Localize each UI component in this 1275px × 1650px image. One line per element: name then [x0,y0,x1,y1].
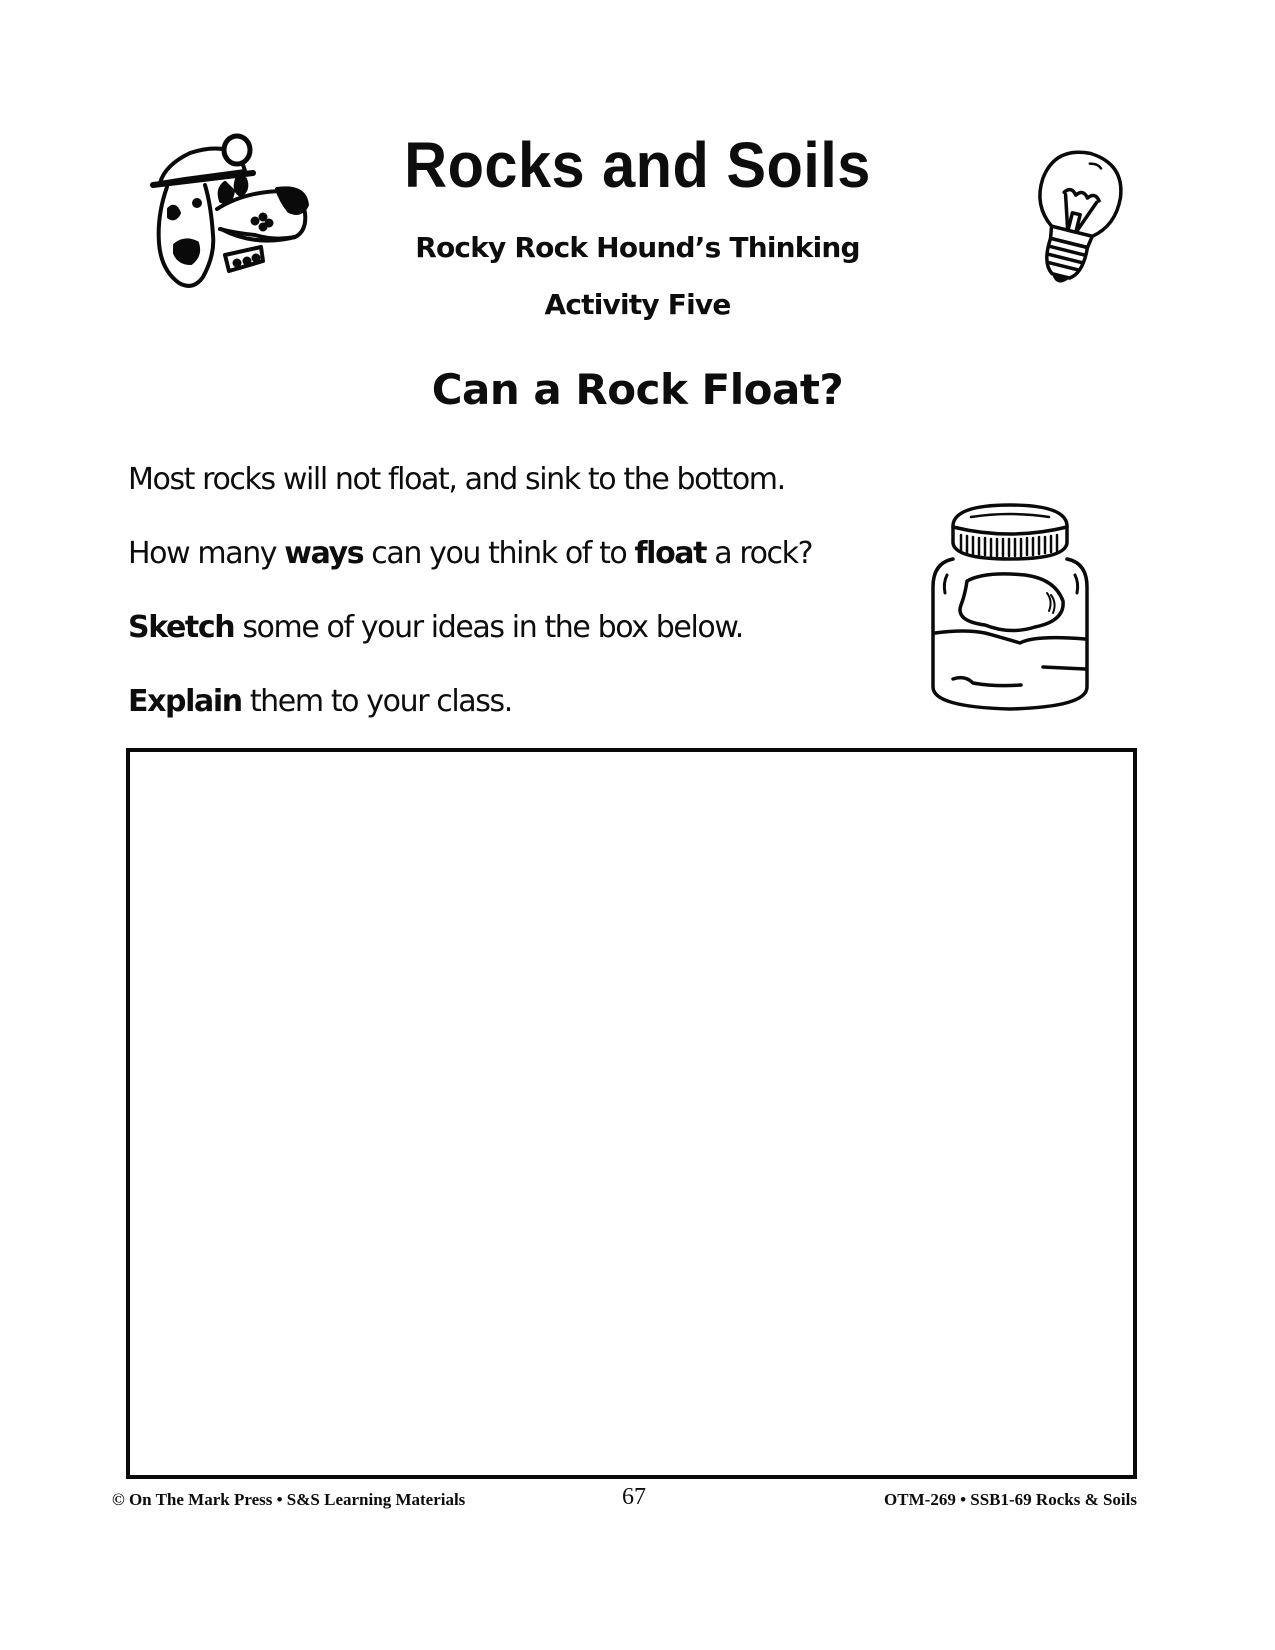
page-title: Rocks and Soils [404,129,871,201]
instruction-line-1: Most rocks will not float, and sink to the bottom. [128,462,785,497]
jar-with-floating-rock-icon [925,497,1095,717]
footer-copyright: © On The Mark Press • S&S Learning Materials [112,1490,466,1509]
instruction-text: them to your class. [241,684,512,719]
instruction-text: How many [128,536,285,571]
footer-product-code: OTM-269 • SSB1-69 Rocks & Soils [884,1490,1137,1509]
instruction-emphasis: Sketch [128,610,235,645]
page-subtitle: Rocky Rock Hound’s Thinking [415,231,860,264]
activity-label: Activity Five [544,288,731,321]
instruction-emphasis: Explain [128,684,242,719]
instruction-emphasis: ways [284,536,364,571]
instruction-emphasis: float [634,536,707,571]
instruction-line-4 [128,684,512,719]
instruction-text: a rock? [706,536,813,571]
instruction-text: can you think of to [363,536,635,571]
instruction-line-3 [128,610,743,645]
page-number: 67 [622,1484,646,1510]
activity-question: Can a Rock Float? [431,365,844,414]
instruction-line-2 [128,536,812,571]
instruction-text: some of your ideas in the box below. [234,610,743,645]
sketch-box[interactable] [126,748,1137,1479]
